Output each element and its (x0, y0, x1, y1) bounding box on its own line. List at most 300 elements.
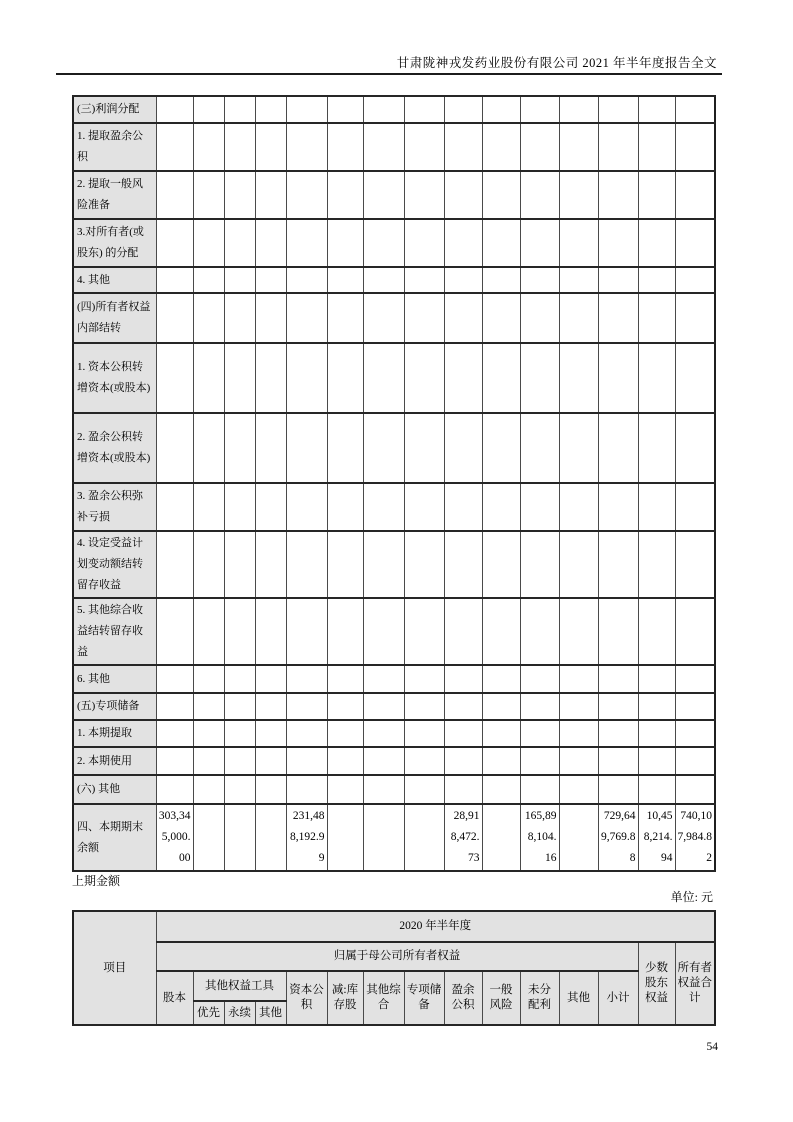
amount-cell (193, 720, 224, 747)
amount-cell (193, 219, 224, 267)
col-undistributed-profit: 未分配利 (520, 971, 559, 1025)
amount-cell (482, 267, 520, 293)
amount-cell (444, 598, 482, 665)
amount-cell (404, 531, 444, 598)
amount-cell (598, 293, 638, 343)
amount-cell (404, 413, 444, 483)
row-label: 6. 其他 (73, 665, 156, 693)
amount-cell (598, 665, 638, 693)
amount-cell (598, 171, 638, 219)
amount-cell (286, 96, 327, 123)
report-header-title: 甘肃陇神戎发药业股份有限公司 2021 年半年度报告全文 (396, 56, 717, 70)
amount-cell (193, 804, 224, 871)
amount-cell (156, 293, 193, 343)
amount-cell (559, 219, 598, 267)
amount-cell (363, 293, 404, 343)
amount-cell (363, 804, 404, 871)
row-label: 2. 提取一般风险准备 (73, 171, 156, 219)
amount-cell (404, 720, 444, 747)
amount-cell (363, 720, 404, 747)
amount-cell (224, 96, 255, 123)
table-row (73, 720, 715, 747)
amount-cell (559, 804, 598, 871)
amount-cell (638, 531, 675, 598)
amount-cell (363, 123, 404, 171)
amount-cell: 10,458,214.94 (638, 804, 675, 871)
amount-cell (156, 720, 193, 747)
amount-cell (598, 747, 638, 775)
amount-cell (224, 343, 255, 413)
amount-cell (286, 665, 327, 693)
amount-cell (193, 775, 224, 804)
amount-cell (255, 413, 286, 483)
amount-cell (638, 171, 675, 219)
amount-cell (444, 693, 482, 720)
amount-cell (638, 219, 675, 267)
amount-cell (559, 693, 598, 720)
amount-cell (675, 483, 715, 531)
amount-cell (255, 531, 286, 598)
amount-cell (156, 219, 193, 267)
amount-cell (482, 483, 520, 531)
amount-cell (520, 531, 559, 598)
table-row (73, 775, 715, 804)
amount-cell (327, 123, 363, 171)
amount-cell (327, 804, 363, 871)
amount-cell (193, 665, 224, 693)
col-total-equity: 所有者权益合计 (675, 942, 715, 1025)
period-header-cell: 2020 年半年度 (156, 911, 715, 942)
amount-cell (363, 598, 404, 665)
amount-cell (675, 413, 715, 483)
amount-cell: 740,107,984.82 (675, 804, 715, 871)
amount-cell (193, 483, 224, 531)
amount-cell (559, 775, 598, 804)
amount-cell (598, 343, 638, 413)
amount-cell (638, 747, 675, 775)
amount-cell (255, 343, 286, 413)
amount-cell (327, 171, 363, 219)
row-label: 四、本期期末余额 (73, 804, 156, 871)
amount-cell (520, 720, 559, 747)
amount-cell (193, 171, 224, 219)
amount-cell (286, 693, 327, 720)
amount-cell (156, 96, 193, 123)
amount-cell (286, 531, 327, 598)
table-row (73, 483, 715, 531)
table-row (73, 665, 715, 693)
amount-cell (224, 171, 255, 219)
amount-cell (638, 693, 675, 720)
row-label: (五)专项储备 (73, 693, 156, 720)
amount-cell (286, 413, 327, 483)
amount-cell (520, 598, 559, 665)
table-row (73, 531, 715, 598)
table-row (73, 123, 715, 171)
amount-cell (286, 775, 327, 804)
amount-cell (404, 343, 444, 413)
amount-cell (224, 267, 255, 293)
amount-cell (559, 720, 598, 747)
amount-cell (404, 693, 444, 720)
amount-cell (327, 531, 363, 598)
amount-cell (327, 413, 363, 483)
row-label: 4. 设定受益计划变动额结转留存收益 (73, 531, 156, 598)
amount-cell (286, 343, 327, 413)
amount-cell (482, 598, 520, 665)
equity-statement-table (72, 95, 716, 872)
amount-cell: 165,898,104.16 (520, 804, 559, 871)
amount-cell (559, 171, 598, 219)
amount-cell (404, 747, 444, 775)
amount-cell (520, 665, 559, 693)
amount-cell (404, 483, 444, 531)
amount-cell (404, 171, 444, 219)
amount-cell (404, 804, 444, 871)
amount-cell (255, 665, 286, 693)
amount-cell (255, 96, 286, 123)
prev-period-label: 上期金额 (72, 874, 121, 888)
amount-cell (598, 413, 638, 483)
amount-cell (327, 483, 363, 531)
amount-cell (638, 598, 675, 665)
amount-cell (559, 343, 598, 413)
row-label: 2. 盈余公积转增资本(或股本) (73, 413, 156, 483)
amount-cell (675, 720, 715, 747)
amount-cell (286, 171, 327, 219)
amount-cell (286, 598, 327, 665)
amount-cell (444, 219, 482, 267)
amount-cell (559, 413, 598, 483)
page-number: 54 (706, 1041, 718, 1053)
amount-cell (520, 96, 559, 123)
amount-cell (156, 343, 193, 413)
amount-cell (444, 343, 482, 413)
amount-cell (193, 343, 224, 413)
amount-cell (327, 598, 363, 665)
amount-cell (404, 267, 444, 293)
amount-cell (363, 96, 404, 123)
table-row (73, 96, 715, 123)
amount-cell (363, 483, 404, 531)
amount-cell: 303,345,000.00 (156, 804, 193, 871)
amount-cell (444, 171, 482, 219)
row-label: 1. 提取盈余公积 (73, 123, 156, 171)
amount-cell (327, 775, 363, 804)
amount-cell (598, 531, 638, 598)
amount-cell (255, 804, 286, 871)
row-label: (六) 其他 (73, 775, 156, 804)
amount-cell (675, 693, 715, 720)
amount-cell (444, 123, 482, 171)
amount-cell (156, 747, 193, 775)
amount-cell (520, 123, 559, 171)
amount-cell (598, 267, 638, 293)
amount-cell (224, 413, 255, 483)
amount-cell (482, 665, 520, 693)
table-row (73, 804, 715, 871)
amount-cell (363, 531, 404, 598)
amount-cell (156, 693, 193, 720)
row-label: 1. 资本公积转增资本(或股本) (73, 343, 156, 413)
amount-cell (363, 413, 404, 483)
row-label: 1. 本期提取 (73, 720, 156, 747)
amount-cell (638, 293, 675, 343)
amount-cell (444, 747, 482, 775)
amount-cell (520, 483, 559, 531)
amount-cell (404, 775, 444, 804)
row-label: (三)利润分配 (73, 96, 156, 123)
amount-cell (193, 693, 224, 720)
amount-cell (520, 171, 559, 219)
amount-cell (598, 483, 638, 531)
row-label: 5. 其他综合收益结转留存收益 (73, 598, 156, 665)
amount-cell (559, 293, 598, 343)
unit-label: 单位: 元 (670, 890, 713, 904)
amount-cell (363, 343, 404, 413)
amount-cell (363, 267, 404, 293)
row-label: 4. 其他 (73, 267, 156, 293)
col-other-equity-instruments: 其他权益工具 (193, 971, 286, 1001)
amount-cell (520, 413, 559, 483)
amount-cell (638, 267, 675, 293)
col-perpetual-bonds: 永续 (224, 1001, 255, 1025)
amount-cell (156, 123, 193, 171)
amount-cell (327, 267, 363, 293)
amount-cell (327, 343, 363, 413)
amount-cell (675, 747, 715, 775)
amount-cell (444, 483, 482, 531)
amount-cell (193, 293, 224, 343)
amount-cell (444, 665, 482, 693)
amount-cell (363, 171, 404, 219)
amount-cell (224, 693, 255, 720)
amount-cell (156, 531, 193, 598)
header-rule (56, 73, 722, 75)
amount-cell (482, 531, 520, 598)
amount-cell (224, 483, 255, 531)
amount-cell (482, 171, 520, 219)
amount-cell: 28,918,472.73 (444, 804, 482, 871)
amount-cell (638, 96, 675, 123)
amount-cell (363, 219, 404, 267)
amount-cell (559, 96, 598, 123)
col-minority-interest: 少数股东权益 (638, 942, 675, 1025)
row-label: (四)所有者权益内部结转 (73, 293, 156, 343)
amount-cell (675, 267, 715, 293)
amount-cell (675, 531, 715, 598)
amount-cell (327, 693, 363, 720)
amount-cell (255, 747, 286, 775)
amount-cell (638, 775, 675, 804)
table-row (73, 293, 715, 343)
amount-cell (559, 747, 598, 775)
amount-cell (482, 123, 520, 171)
amount-cell (404, 598, 444, 665)
amount-cell (675, 293, 715, 343)
amount-cell (482, 720, 520, 747)
row-label: 3.对所有者(或股东) 的分配 (73, 219, 156, 267)
amount-cell (482, 693, 520, 720)
amount-cell (255, 171, 286, 219)
col-other-comprehensive-income: 其他综合 (363, 971, 404, 1025)
amount-cell (559, 665, 598, 693)
amount-cell (638, 123, 675, 171)
amount-cell (598, 219, 638, 267)
amount-cell (156, 775, 193, 804)
amount-cell (675, 598, 715, 665)
amount-cell (255, 483, 286, 531)
amount-cell (638, 665, 675, 693)
amount-cell (520, 293, 559, 343)
amount-cell (363, 693, 404, 720)
amount-cell: 729,649,769.88 (598, 804, 638, 871)
amount-cell (482, 343, 520, 413)
table-row (73, 413, 715, 483)
amount-cell (482, 747, 520, 775)
amount-cell (224, 804, 255, 871)
amount-cell (482, 775, 520, 804)
amount-cell (224, 219, 255, 267)
amount-cell (444, 531, 482, 598)
amount-cell (482, 219, 520, 267)
amount-cell (559, 483, 598, 531)
col-special-reserve: 专项储备 (404, 971, 444, 1025)
amount-cell (638, 413, 675, 483)
amount-cell (559, 267, 598, 293)
amount-cell (255, 598, 286, 665)
amount-cell (255, 775, 286, 804)
amount-cell (520, 219, 559, 267)
amount-cell (224, 775, 255, 804)
amount-cell (193, 747, 224, 775)
amount-cell (559, 531, 598, 598)
amount-cell (327, 219, 363, 267)
amount-cell (638, 483, 675, 531)
amount-cell (559, 598, 598, 665)
col-other-instruments: 其他 (255, 1001, 286, 1025)
amount-cell (156, 267, 193, 293)
amount-cell (404, 219, 444, 267)
amount-cell (675, 665, 715, 693)
amount-cell (255, 219, 286, 267)
table-row (73, 171, 715, 219)
amount-cell (156, 665, 193, 693)
amount-cell (286, 720, 327, 747)
amount-cell (224, 598, 255, 665)
amount-cell (255, 720, 286, 747)
col-subtotal: 小计 (598, 971, 638, 1025)
table-row (73, 219, 715, 267)
amount-cell (193, 123, 224, 171)
amount-cell (520, 747, 559, 775)
amount-cell (255, 123, 286, 171)
amount-cell (598, 775, 638, 804)
amount-cell (559, 123, 598, 171)
prev-period-table-header (72, 910, 716, 1026)
corner-cell: 项目 (73, 911, 156, 1025)
amount-cell (675, 96, 715, 123)
amount-cell (675, 219, 715, 267)
amount-cell (444, 267, 482, 293)
amount-cell (520, 267, 559, 293)
amount-cell (193, 598, 224, 665)
col-preferred-shares: 优先 (193, 1001, 224, 1025)
amount-cell (156, 171, 193, 219)
amount-cell (598, 598, 638, 665)
table-row (73, 267, 715, 293)
amount-cell (363, 775, 404, 804)
table-row (73, 747, 715, 775)
amount-cell (638, 720, 675, 747)
amount-cell (638, 343, 675, 413)
table-row (73, 598, 715, 665)
amount-cell (598, 720, 638, 747)
amount-cell (404, 123, 444, 171)
amount-cell (156, 598, 193, 665)
amount-cell (444, 413, 482, 483)
table-row (73, 693, 715, 720)
amount-cell (327, 720, 363, 747)
amount-cell (404, 665, 444, 693)
group-header-cell: 归属于母公司所有者权益 (156, 942, 638, 971)
amount-cell (404, 293, 444, 343)
amount-cell (156, 483, 193, 531)
amount-cell (193, 96, 224, 123)
amount-cell (675, 775, 715, 804)
amount-cell (520, 343, 559, 413)
amount-cell (675, 171, 715, 219)
amount-cell (520, 775, 559, 804)
amount-cell (404, 96, 444, 123)
amount-cell (327, 747, 363, 775)
amount-cell: 231,488,192.99 (286, 804, 327, 871)
row-label: 3. 盈余公积弥补亏损 (73, 483, 156, 531)
amount-cell (255, 693, 286, 720)
amount-cell (327, 293, 363, 343)
amount-cell (444, 775, 482, 804)
amount-cell (255, 267, 286, 293)
amount-cell (224, 531, 255, 598)
amount-cell (193, 413, 224, 483)
amount-cell (286, 267, 327, 293)
col-general-risk-reserve: 一般风险 (482, 971, 520, 1025)
amount-cell (444, 293, 482, 343)
amount-cell (286, 293, 327, 343)
amount-cell (482, 96, 520, 123)
amount-cell (363, 665, 404, 693)
amount-cell (224, 123, 255, 171)
table-row (73, 343, 715, 413)
amount-cell (193, 531, 224, 598)
amount-cell (363, 747, 404, 775)
col-share-capital: 股本 (156, 971, 193, 1025)
amount-cell (193, 267, 224, 293)
amount-cell (482, 413, 520, 483)
amount-cell (286, 123, 327, 171)
amount-cell (327, 96, 363, 123)
col-less-treasury-stock: 减:库存股 (327, 971, 363, 1025)
amount-cell (444, 720, 482, 747)
amount-cell (286, 483, 327, 531)
col-other: 其他 (559, 971, 598, 1025)
amount-cell (224, 293, 255, 343)
col-capital-reserve: 资本公积 (286, 971, 327, 1025)
amount-cell (286, 219, 327, 267)
row-label: 2. 本期使用 (73, 747, 156, 775)
amount-cell (286, 747, 327, 775)
amount-cell (675, 343, 715, 413)
